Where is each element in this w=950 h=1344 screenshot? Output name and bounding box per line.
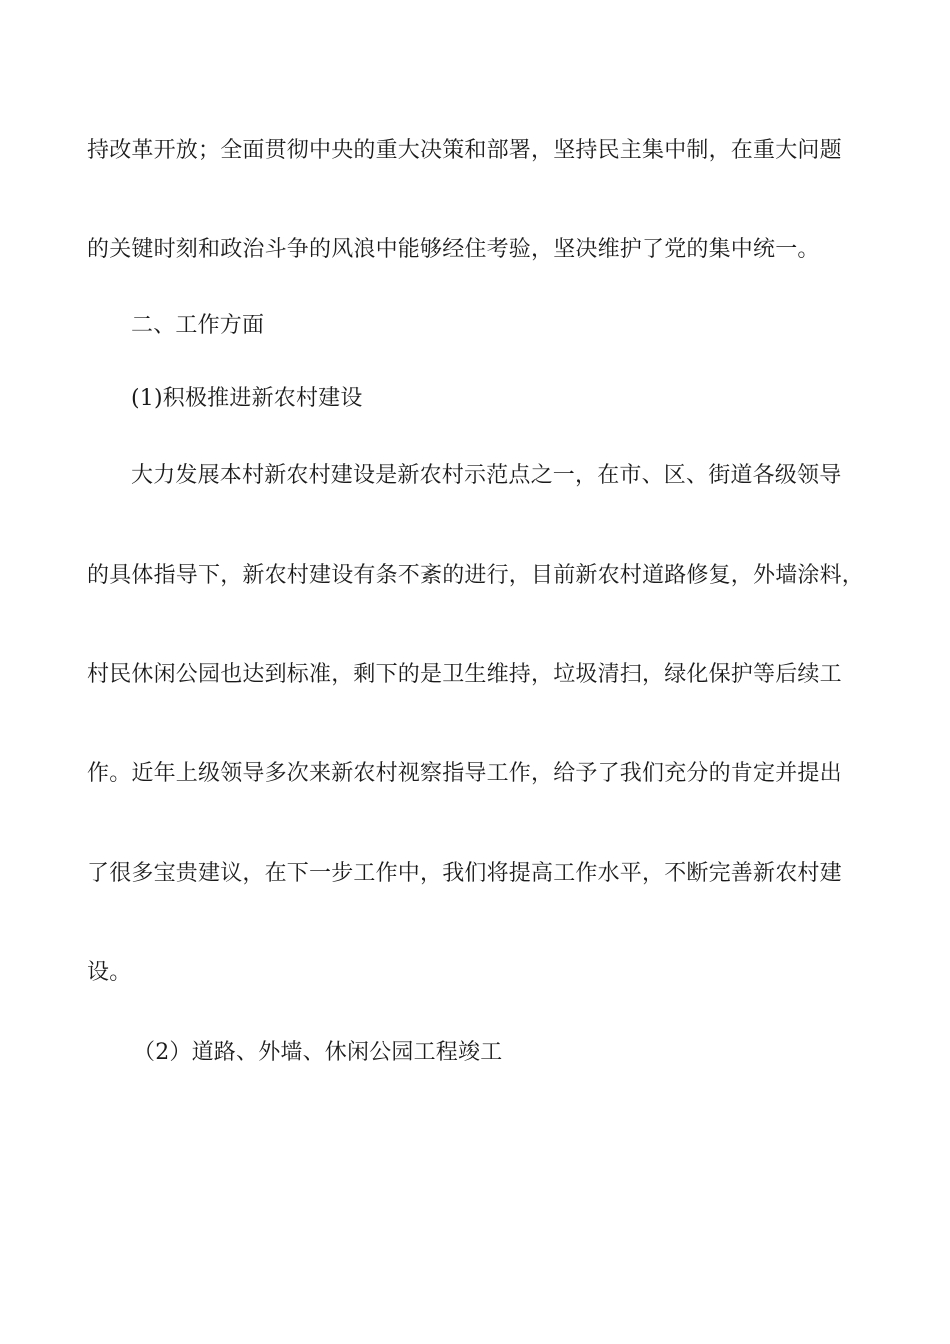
paragraph-line: 作。近年上级领导多次来新农村视察指导工作，给予了我们充分的肯定并提出 bbox=[87, 761, 842, 786]
subsection-heading: （2）道路、外墙、休闲公园工程竣工 bbox=[133, 1040, 503, 1065]
paragraph-line: 了很多宝贵建议，在下一步工作中，我们将提高工作水平，不断完善新农村建 bbox=[87, 861, 842, 886]
paragraph-line: 大力发展本村新农村建设是新农村示范点之一，在市、区、街道各级领导 bbox=[131, 463, 842, 488]
paragraph-line: 设。 bbox=[87, 960, 132, 985]
paragraph-line: 的具体指导下，新农村建设有条不紊的进行，目前新农村道路修复，外墙涂料， bbox=[87, 563, 865, 588]
paragraph-line: 持改革开放；全面贯彻中央的重大决策和部署，坚持民主集中制，在重大问题 bbox=[87, 138, 842, 163]
paragraph-line: 村民休闲公园也达到标准，剩下的是卫生维持，垃圾清扫，绿化保护等后续工 bbox=[87, 662, 842, 687]
section-heading: 二、工作方面 bbox=[131, 313, 265, 338]
subsection-heading: (1)积极推进新农村建设 bbox=[131, 386, 363, 411]
paragraph-line: 的关键时刻和政治斗争的风浪中能够经住考验，坚决维护了党的集中统一。 bbox=[87, 237, 820, 262]
